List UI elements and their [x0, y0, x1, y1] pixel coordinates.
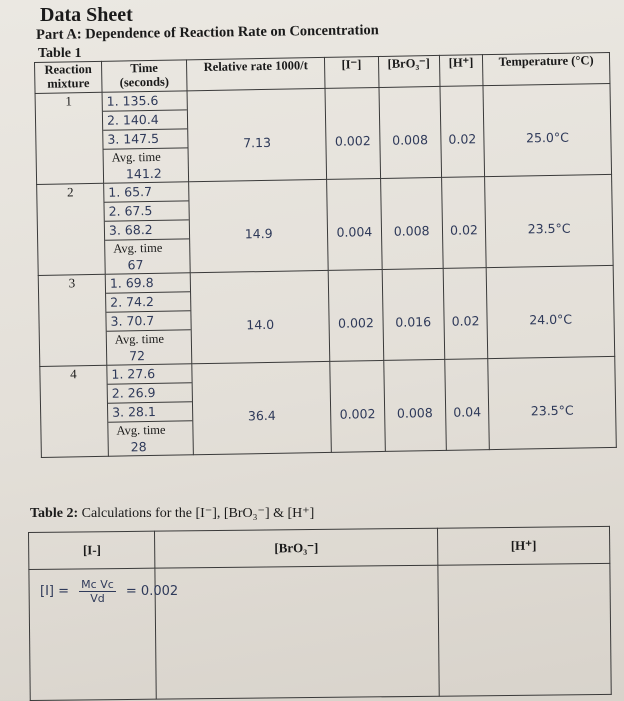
bromate-value: 0.008 — [380, 177, 443, 269]
iodide-value: 0.002 — [330, 360, 385, 452]
header-hydrogen-calc: [H⁺] — [437, 526, 610, 565]
table-row — [35, 83, 612, 184]
mixture-number: 4 — [40, 365, 109, 457]
hydrogen-value: 0.04 — [445, 359, 490, 451]
trial-time-2: 2. 74.2 — [106, 292, 190, 312]
hydrogen-calc-cell — [438, 563, 612, 696]
iodide-value: 0.002 — [325, 87, 380, 179]
trial-time-3: 3. 147.5 — [103, 129, 187, 149]
avg-time-value: 67 — [127, 257, 144, 273]
time-cell — [105, 273, 192, 365]
hydrogen-value: 0.02 — [443, 268, 488, 360]
temperature-value: 24.0°C — [486, 265, 614, 358]
trial-time-3: 3. 28.1 — [108, 402, 192, 422]
relative-rate-value: 36.4 — [192, 361, 332, 454]
temperature-value: 23.5°C — [485, 174, 613, 267]
table1 — [34, 52, 617, 458]
mixture-number: 2 — [37, 183, 106, 275]
hydrogen-value: 0.02 — [440, 86, 485, 178]
relative-rate-value: 7.13 — [187, 88, 327, 181]
temperature-value: 25.0°C — [483, 83, 611, 176]
header-hydrogen: [H⁺] — [439, 55, 483, 87]
bromate-calc-cell — [155, 565, 439, 699]
temperature-value: 23.5°C — [488, 356, 616, 449]
trial-time-1: 1. 65.7 — [104, 182, 188, 202]
trial-time-1: 1. 135.6 — [103, 91, 187, 111]
page-title: Data Sheet — [40, 4, 133, 26]
hydrogen-value: 0.02 — [441, 177, 486, 269]
time-cell — [104, 182, 191, 274]
trial-time-3: 3. 68.2 — [105, 220, 189, 240]
calc-denominator: Vd — [90, 592, 105, 605]
trial-time-2: 2. 140.4 — [103, 110, 187, 130]
avg-time-value: 28 — [130, 439, 147, 455]
table2 — [28, 526, 612, 701]
mixture-number: 3 — [38, 274, 107, 366]
relative-rate-value: 14.9 — [189, 179, 329, 272]
part-a-title: Part A: Dependence of Reaction Rate on Concentration — [36, 22, 379, 43]
header-reaction-mixture: Reaction mixture — [35, 61, 103, 93]
table-row — [37, 174, 614, 275]
trial-time-2: 2. 26.9 — [108, 383, 192, 403]
relative-rate-value: 14.0 — [190, 270, 330, 363]
time-cell — [107, 364, 194, 456]
avg-time-value: 72 — [129, 348, 146, 364]
calc-numerator: Mc Vc — [81, 578, 114, 591]
calc-lhs: [I] = — [40, 584, 70, 599]
table2-label-text: Calculations for the [I⁻], [BrO₃⁻] & [H⁺] — [78, 506, 315, 521]
header-bromate: [BrO₃⁻] — [378, 55, 440, 87]
trial-time-1: 1. 69.8 — [106, 273, 190, 293]
table-row — [40, 356, 617, 457]
header-iodide-calc: [I-] — [29, 531, 156, 569]
header-iodide: [I⁻] — [325, 56, 379, 88]
mixture-number: 1 — [35, 92, 104, 184]
avg-time-label: Avg. time — [116, 422, 166, 438]
calc-fraction — [79, 578, 116, 605]
table-row — [38, 265, 615, 366]
calc-result: = 0.002 — [125, 584, 179, 599]
iodide-value: 0.004 — [327, 178, 382, 270]
header-time: Time (seconds) — [101, 60, 187, 92]
trial-time-1: 1. 27.6 — [107, 364, 191, 384]
bromate-value: 0.008 — [378, 86, 441, 178]
bromate-value: 0.016 — [382, 268, 445, 360]
table2-label — [30, 505, 314, 522]
avg-time-label: Avg. time — [114, 331, 165, 347]
time-cell — [102, 91, 189, 183]
header-temperature: Temperature (°C) — [483, 52, 610, 85]
table2-label-bold: Table 2: — [30, 506, 79, 521]
avg-time-value: 141.2 — [125, 165, 162, 182]
avg-time-label: Avg. time — [111, 149, 161, 165]
bromate-value: 0.008 — [383, 359, 446, 451]
table1-label: Table 1 — [38, 46, 82, 61]
iodide-calculation — [40, 578, 178, 605]
iodide-value: 0.002 — [328, 269, 383, 361]
header-bromate-calc: [BrO₃⁻] — [155, 528, 438, 568]
trial-time-3: 3. 70.7 — [106, 311, 190, 331]
trial-time-2: 2. 67.5 — [104, 201, 188, 221]
header-relative-rate: Relative rate 1000/t — [186, 57, 325, 90]
table2-header-row — [29, 526, 610, 569]
avg-time-label: Avg. time — [113, 240, 163, 256]
